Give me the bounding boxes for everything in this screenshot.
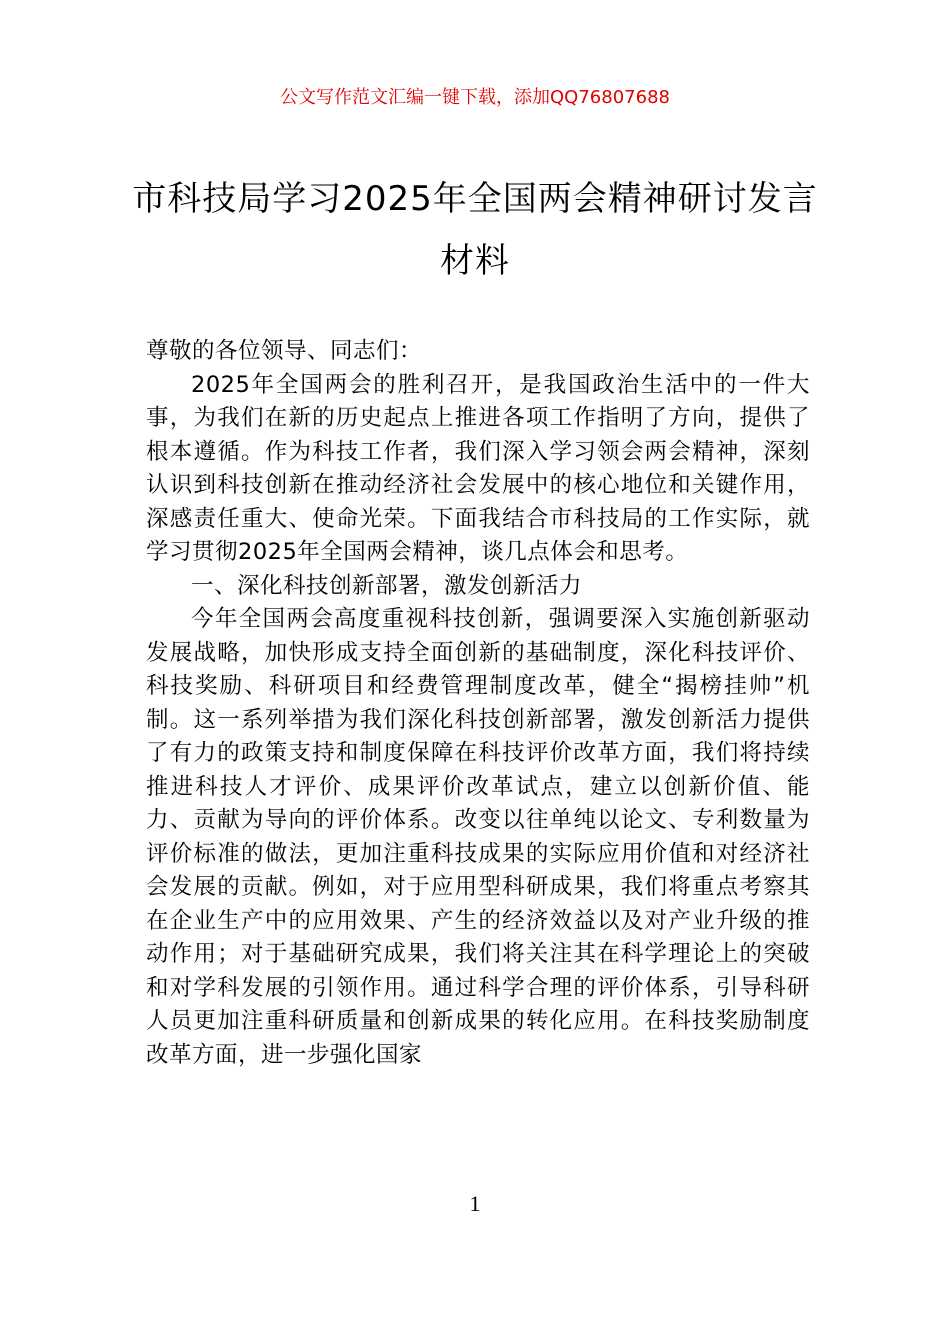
paragraph-intro: 2025年全国两会的胜利召开，是我国政治生活中的一件大事，为我们在新的历史起点上推进各项工作指明了方向，提供了根本遵循。作为科技工作者，我们深入学习领会两会精神，深刻认识到科技创新在推动经济社会发展中的核心地位和关键作用，深感责任重大、使命光荣。下面我结合市科技局的工作实际，就学习贯彻2025年全国两会精神，谈几点体会和思考。 <box>146 371 810 565</box>
salutation: 尊敬的各位领导、同志们： <box>146 338 423 364</box>
document-body <box>146 335 810 1072</box>
paragraph-section-1: 今年全国两会高度重视科技创新，强调要深入实施创新驱动发展战略，加快形成支持全面创新的基础制度，深化科技评价、科技奖励、科研项目和经费管理制度改革，健全“揭榜挂帅”机制。这一系列举措为我们深化科技创新部署，激发创新活力提供了有力的政策支持和制度保障在科技评价改革方面，我们将持续推进科技人才评价、成果评价改革试点，建立以创新价值、能力、贡献为导向的评价体系。改变以往单纯以论文、专利数量为评价标准的做法，更加注重科技成果的实际应用价值和对经济社会发展的贡献。例如，对于应用型科研成果，我们将重点考察其在企业生产中的应用效果、产生的经济效益以及对产业升级的推动作用；对于基础研究成果，我们将关注其在科学理论上的突破和对学科发展的引领作用。通过科学合理的评价体系，引导科研人员更加注重科研质量和创新成果的转化应用。在科技奖励制度改革方面，进一步强化国家 <box>146 606 810 1068</box>
document-title: 市科技局学习2025年全国两会精神研讨发言材料 <box>132 179 818 281</box>
page-number: 1 <box>469 1191 481 1216</box>
section-heading-1: 一、深化科技创新部署，激发创新活力 <box>191 572 583 599</box>
download-banner: 公文写作范文汇编一键下载，添加QQ76807688 <box>280 87 670 108</box>
